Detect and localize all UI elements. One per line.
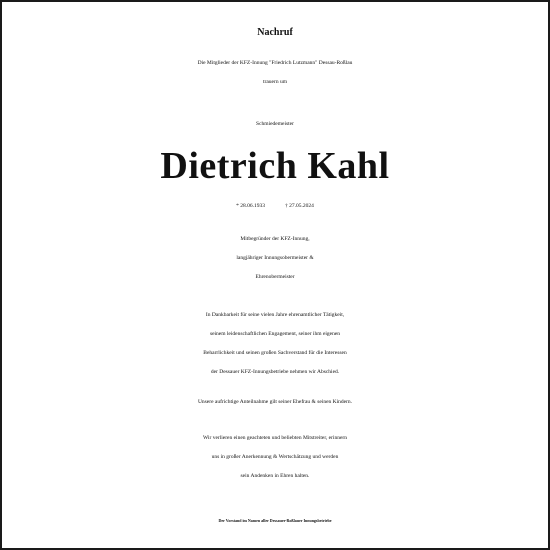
- deceased-name: Dietrich Kahl: [160, 145, 390, 187]
- birth-date: * 28.06.1933: [236, 203, 265, 209]
- farewell-line-1: Wir verlieren einen geachteten und beliebten Mitstreiter, erinnern: [202, 435, 348, 441]
- intro-line-2: trauern um: [263, 79, 287, 85]
- notice-title: Nachruf: [257, 27, 293, 38]
- body-line-2: seinem leidenschaftlichen Engagement, seiner ihm eigenen: [209, 331, 341, 337]
- signature-line: Der Vorstand im Namen aller Dessauer-Roßlauer Innungsbetriebe: [218, 518, 332, 523]
- intro-line-1: Die Mitglieder der KFZ-Innung "Friedrich Lutzmann" Dessau-Roßlau: [197, 60, 353, 66]
- role-line-3: Ehrenobermeister: [255, 274, 295, 280]
- body-line-1: In Dankbarkeit für seine vielen Jahre ehrenamtlicher Tätigkeit,: [205, 312, 345, 318]
- role-line-1: Mitbegründer der KFZ-Innung,: [240, 236, 310, 242]
- life-dates: [2, 197, 548, 216]
- farewell-line-2: uns in großer Anerkennung & Wertschätzung und werden: [211, 454, 339, 460]
- body-line-3: Beharrlichkeit und seinen großen Sachverstand für die Interessen: [203, 350, 347, 356]
- death-date: † 27.05.2024: [285, 203, 314, 209]
- farewell-line-3: sein Andenken in Ehren halten.: [240, 473, 310, 479]
- body-line-4: der Dessauer KFZ-Innungsbetriebe nehmen wir Abschied.: [210, 369, 340, 375]
- role-line-2: langjähriger Innungsobermeister &: [236, 255, 314, 261]
- deceased-title: Schmiedemeister: [256, 121, 294, 127]
- condolence-line: Unsere aufrichtige Anteilnahme gilt seiner Ehefrau & seinen Kindern.: [197, 399, 353, 405]
